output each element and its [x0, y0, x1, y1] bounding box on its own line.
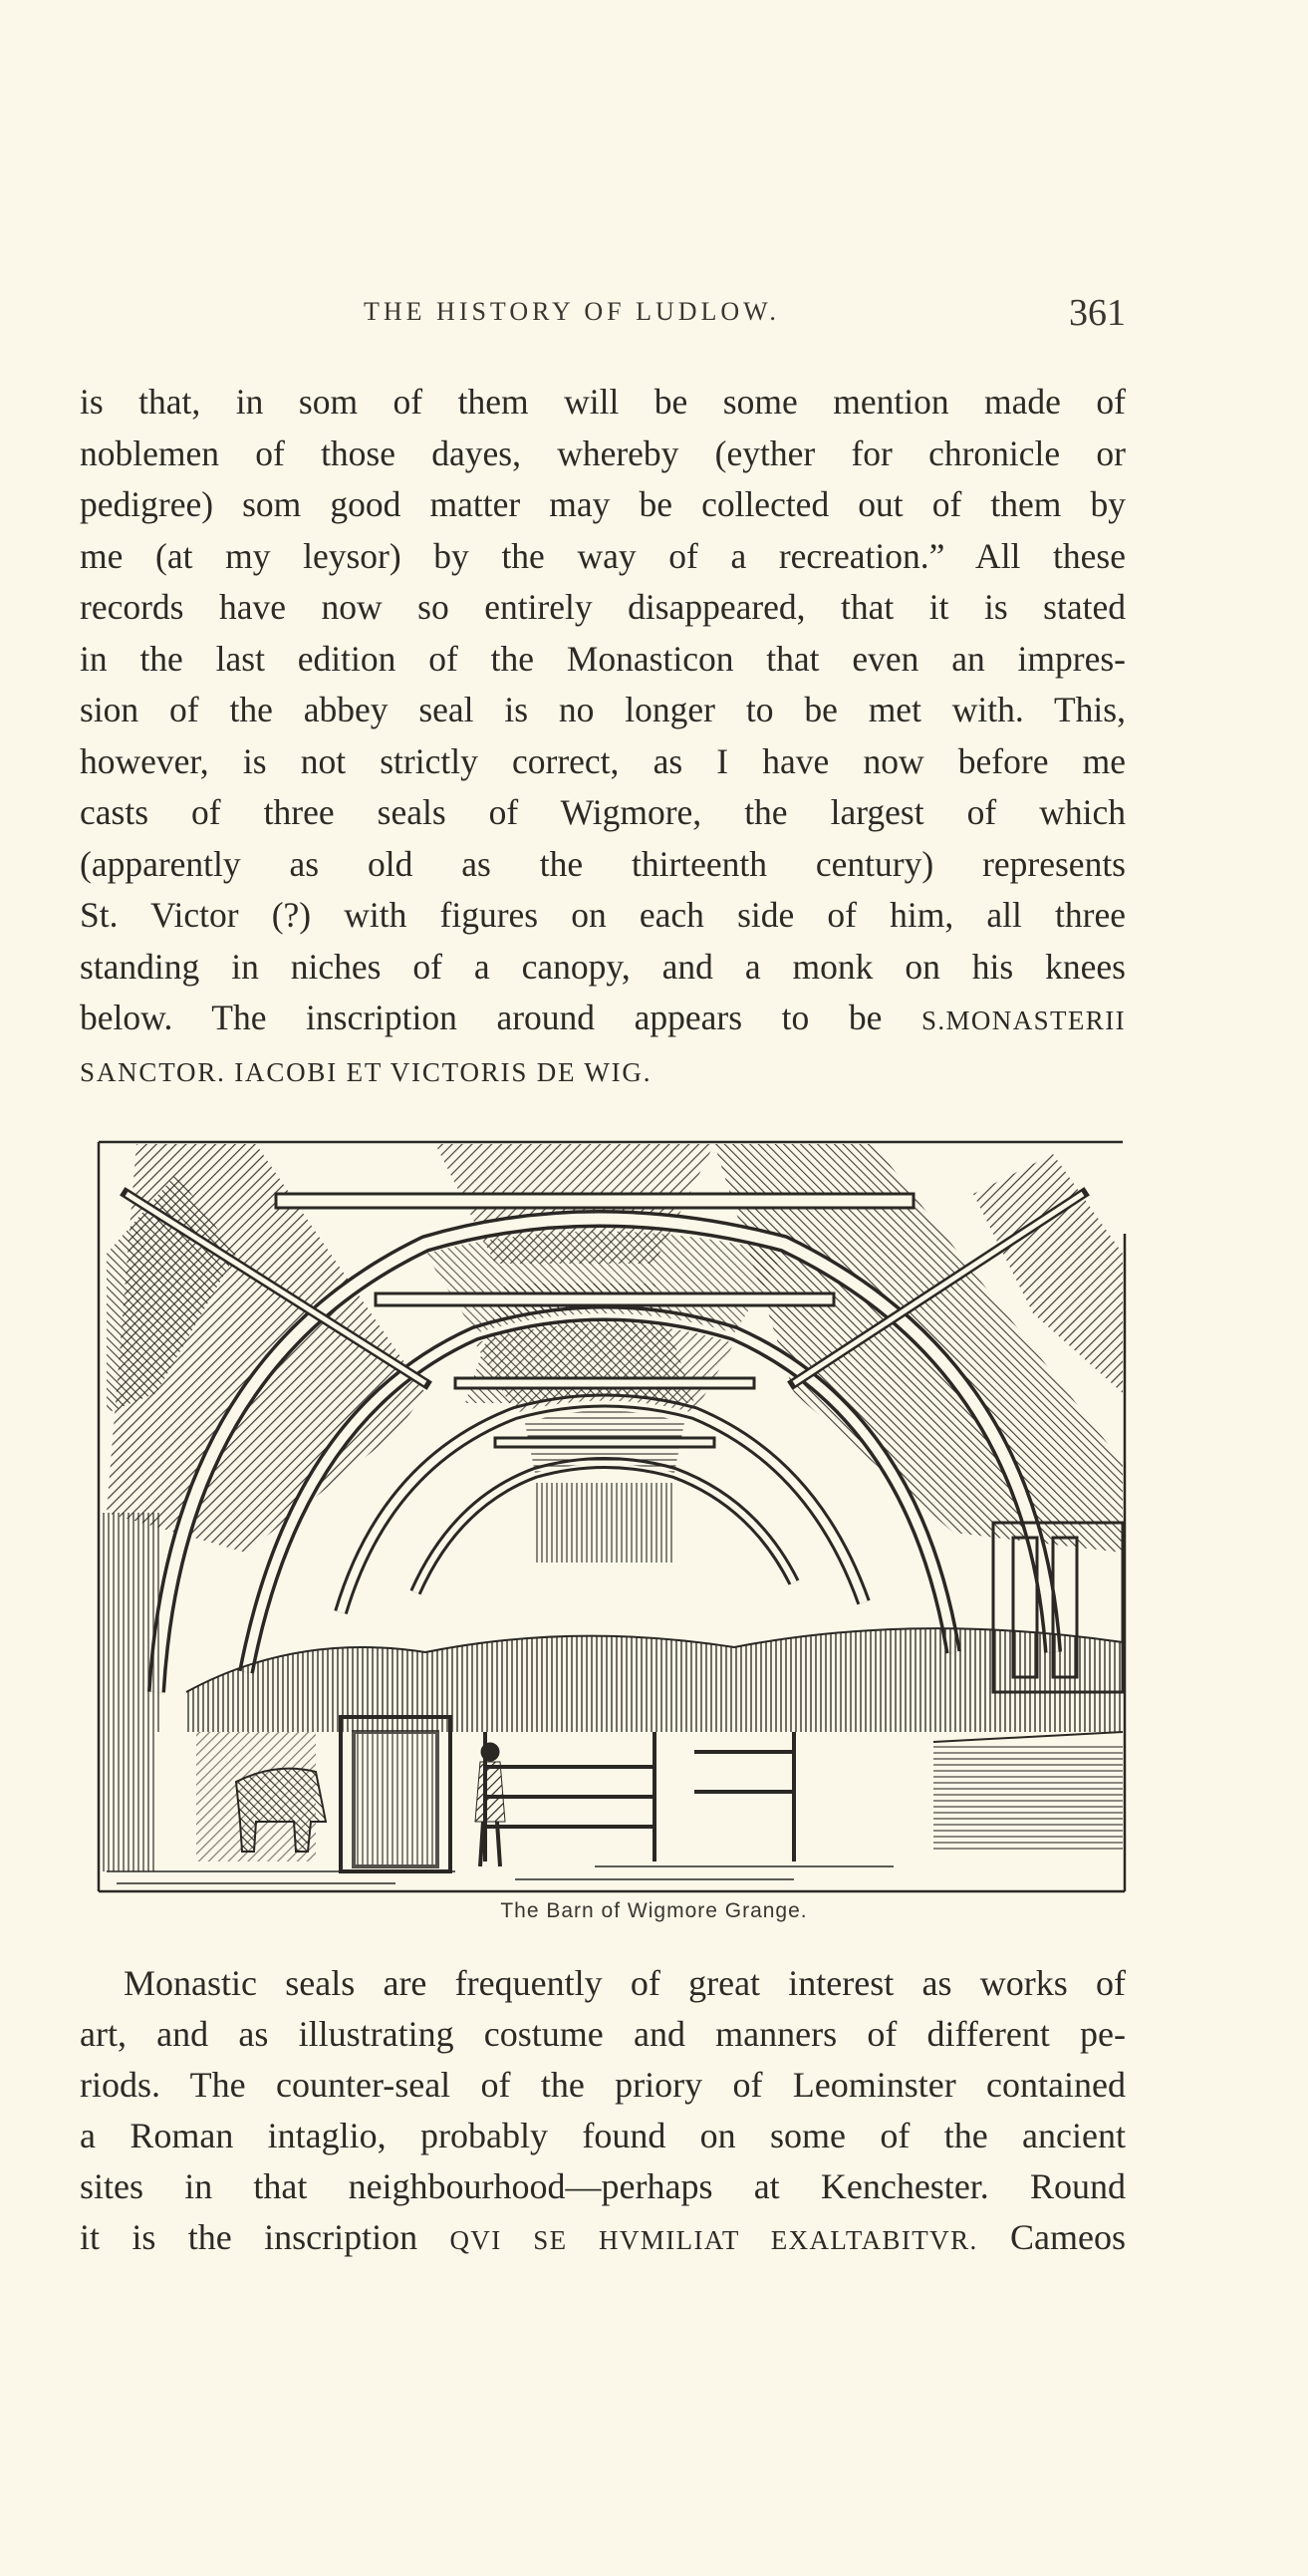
text-line: records have now so entirely disappeared, that it is stated [80, 587, 1126, 627]
text-line: however, is not strictly correct, as I have now before me [80, 740, 1126, 781]
barn-illustration [97, 1134, 1131, 1893]
text-line: pedigree) som good matter may be collected out of them by [80, 484, 1126, 524]
text-line: is that, in som of them will be some mention made of [80, 382, 1126, 422]
text-line: riods. The counter-seal of the priory of Leominster contained [80, 2065, 1126, 2105]
paragraph-2 [80, 1958, 1126, 2266]
text-segment: it is the inscription [80, 2217, 450, 2257]
text-segment: Cameos [977, 2217, 1126, 2257]
inscription-line: SANCTOR. IACOBI ET VICTORIS DE WIG. [80, 1056, 653, 1087]
text-segment: below. The inscription around appears to be [80, 998, 921, 1037]
text-line: St. Victor (?) with figures on each side of him, all three [80, 895, 1126, 935]
text-line-with-inscription [80, 993, 1126, 1047]
inscription: QVI SE HVMILIAT EXALTABITVR. [449, 2225, 978, 2255]
text-line: (apparently as old as the thirteenth century) represents [80, 843, 1126, 884]
text-line: sion of the abbey seal is no longer to be met with. This, [80, 690, 1126, 729]
text-line: sites in that neighbourhood—perhaps at Kenchester. Round [80, 2166, 1126, 2206]
text-line: standing in niches of a canopy, and a monk on his knees [80, 946, 1126, 987]
paragraph-1 [80, 377, 1126, 1098]
running-title: THE HISTORY OF LUDLOW. [364, 297, 780, 326]
text-line: art, and as illustrating costume and manners of different pe- [80, 2014, 1126, 2054]
page-number: 361 [1069, 292, 1126, 334]
figure-caption: The Barn of Wigmore Grange. [500, 1899, 808, 1922]
text-line: noblemen of those dayes, whereby (eyther for chronicle or [80, 432, 1126, 473]
text-line: casts of three seals of Wigmore, the largest of which [80, 792, 1126, 832]
inscription-start: S.MONASTERII [920, 1005, 1126, 1035]
running-head [80, 291, 1126, 341]
text-line: me (at my leysor) by the way of a recreation.” All these [80, 535, 1126, 576]
text-line: Monastic seals are frequently of great interest as works of [124, 1963, 1126, 2003]
text-line-with-inscription [80, 2212, 1126, 2266]
text-line: in the last edition of the Monasticon that even an impres- [80, 638, 1126, 679]
text-line: a Roman intaglio, probably found on some of the ancient [80, 2116, 1126, 2155]
